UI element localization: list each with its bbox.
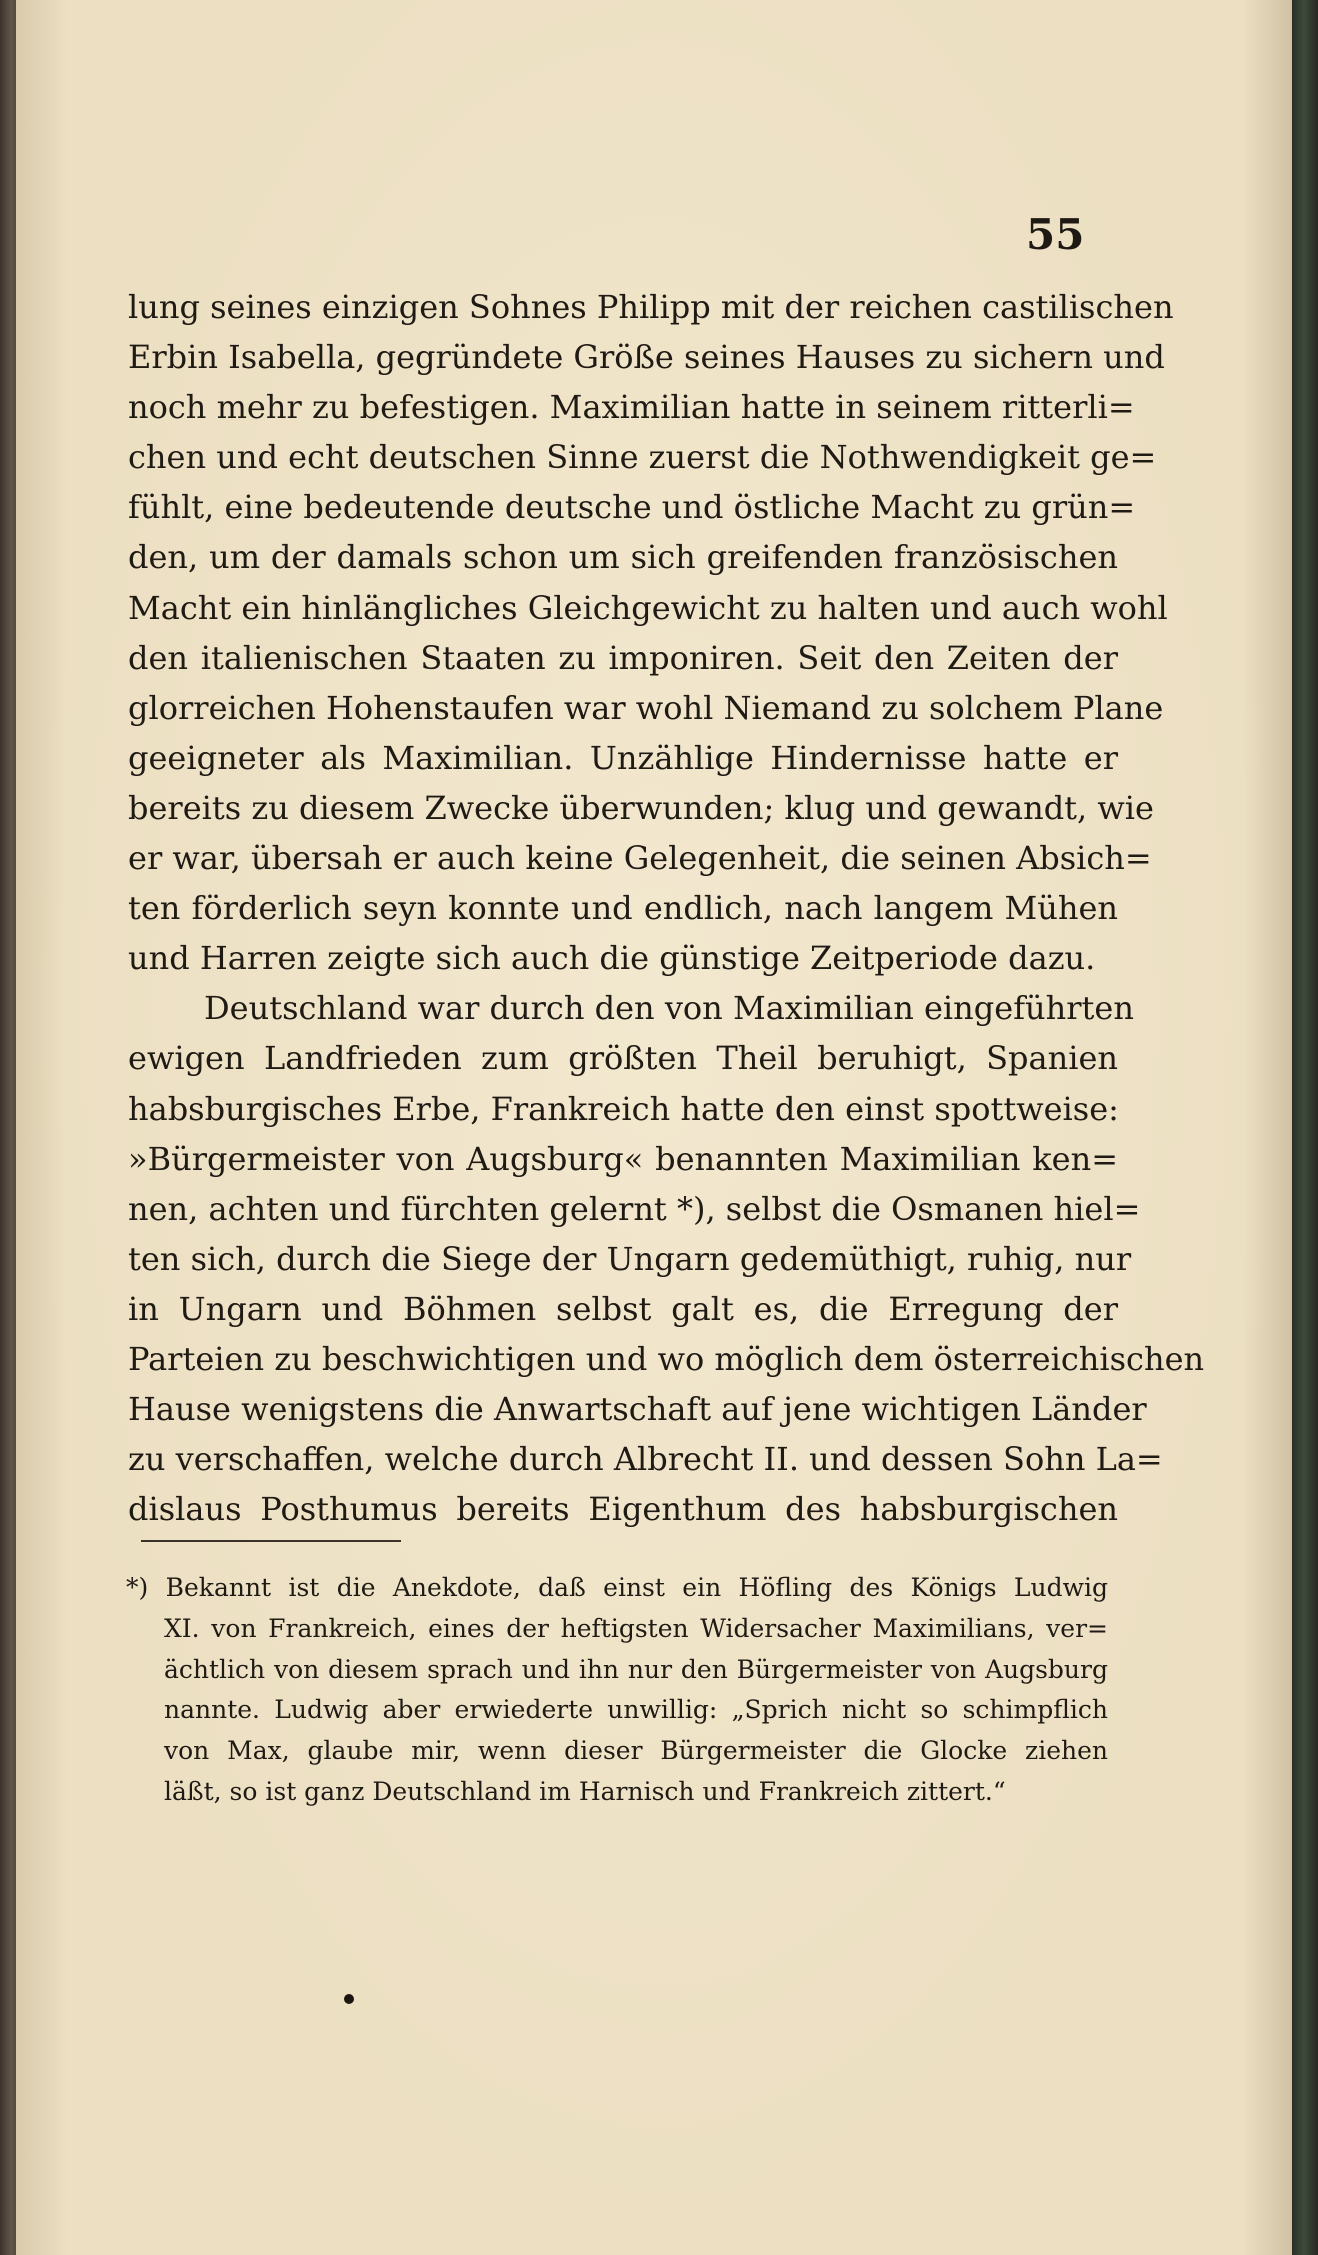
body-line-paragraph-start: Deutschland war durch den von Maximilian eingeführten [204, 989, 1134, 1028]
body-line: er war, übersah er auch keine Gelegenheit, die seinen Absich= [128, 839, 1152, 878]
book-spine-edge [1292, 0, 1318, 2255]
footnote-divider [141, 1540, 401, 1542]
page-sheet [16, 0, 1294, 2255]
body-text [128, 282, 1205, 1534]
footnote [126, 1568, 1108, 1813]
body-line: Erbin Isabella, gegründete Größe seines Hauses zu sichern und [128, 338, 1165, 377]
body-line: »Bürgermeister von Augsburg« benannten Maximilian ken= [128, 1139, 1118, 1178]
body-line: ten sich, durch die Siege der Ungarn gedemüthigt, ruhig, nur [128, 1239, 1132, 1278]
page-number: 55 [1026, 210, 1085, 259]
footnote-line: ächtlich von diesem sprach und ihn nur den Bürgermeister von Augsburg [164, 1654, 1108, 1684]
body-line: geeigneter als Maximilian. Unzählige Hindernisse hatte er [128, 738, 1118, 777]
body-line: ewigen Landfrieden zum größten Theil beruhigt, Spanien [128, 1039, 1118, 1078]
body-line: Hause wenigstens die Anwartschaft auf jene wichtigen Länder [128, 1390, 1147, 1429]
footnote-line: nannte. Ludwig aber erwiederte unwillig: „Sprich nicht so schimpflich [164, 1695, 1108, 1725]
ink-spot [344, 1994, 354, 2004]
body-line: noch mehr zu befestigen. Maximilian hatte in seinem ritterli= [128, 388, 1135, 427]
page-edge-left [0, 0, 16, 2255]
footnote-line: läßt, so ist ganz Deutschland im Harnisch und Frankreich zittert.“ [164, 1776, 1006, 1806]
body-line-paragraph-end: und Harren zeigte sich auch die günstige Zeitperiode dazu. [128, 939, 1096, 978]
body-line: Macht ein hinlängliches Gleichgewicht zu halten und auch wohl [128, 588, 1168, 627]
body-line: bereits zu diesem Zwecke überwunden; klug und gewandt, wie [128, 788, 1154, 827]
footnote-line: von Max, glaube mir, wenn dieser Bürgermeister die Glocke ziehen [164, 1736, 1108, 1766]
body-line: nen, achten und fürchten gelernt *), selbst die Osmanen hiel= [128, 1189, 1141, 1228]
body-line: chen und echt deutschen Sinne zuerst die Nothwendigkeit ge= [128, 438, 1157, 477]
body-line: lung seines einzigen Sohnes Philipp mit der reichen castilischen [128, 288, 1174, 326]
body-line: dislaus Posthumus bereits Eigenthum des habsburgischen [128, 1490, 1118, 1529]
body-line: den italienischen Staaten zu imponiren. Seit den Zeiten der [128, 638, 1118, 677]
body-line: Parteien zu beschwichtigen und wo möglich dem österreichischen [128, 1339, 1205, 1378]
body-line: den, um der damals schon um sich greifenden französischen [128, 538, 1118, 577]
body-line: in Ungarn und Böhmen selbst galt es, die Erregung der [128, 1289, 1118, 1328]
body-line: ten förderlich seyn konnte und endlich, nach langem Mühen [128, 889, 1118, 928]
footnote-line: XI. von Frankreich, eines der heftigsten Widersacher Maximilians, ver= [164, 1613, 1108, 1643]
body-line: fühlt, eine bedeutende deutsche und östliche Macht zu grün= [128, 488, 1136, 527]
body-line: glorreichen Hohenstaufen war wohl Niemand zu solchem Plane [128, 688, 1164, 727]
body-line: zu verschaffen, welche durch Albrecht II. und dessen Sohn La= [128, 1440, 1163, 1479]
body-line: habsburgisches Erbe, Frankreich hatte den einst spottweise: [128, 1089, 1119, 1128]
footnote-line: *) Bekannt ist die Anekdote, daß einst ein Höfling des Königs Ludwig [126, 1573, 1108, 1602]
